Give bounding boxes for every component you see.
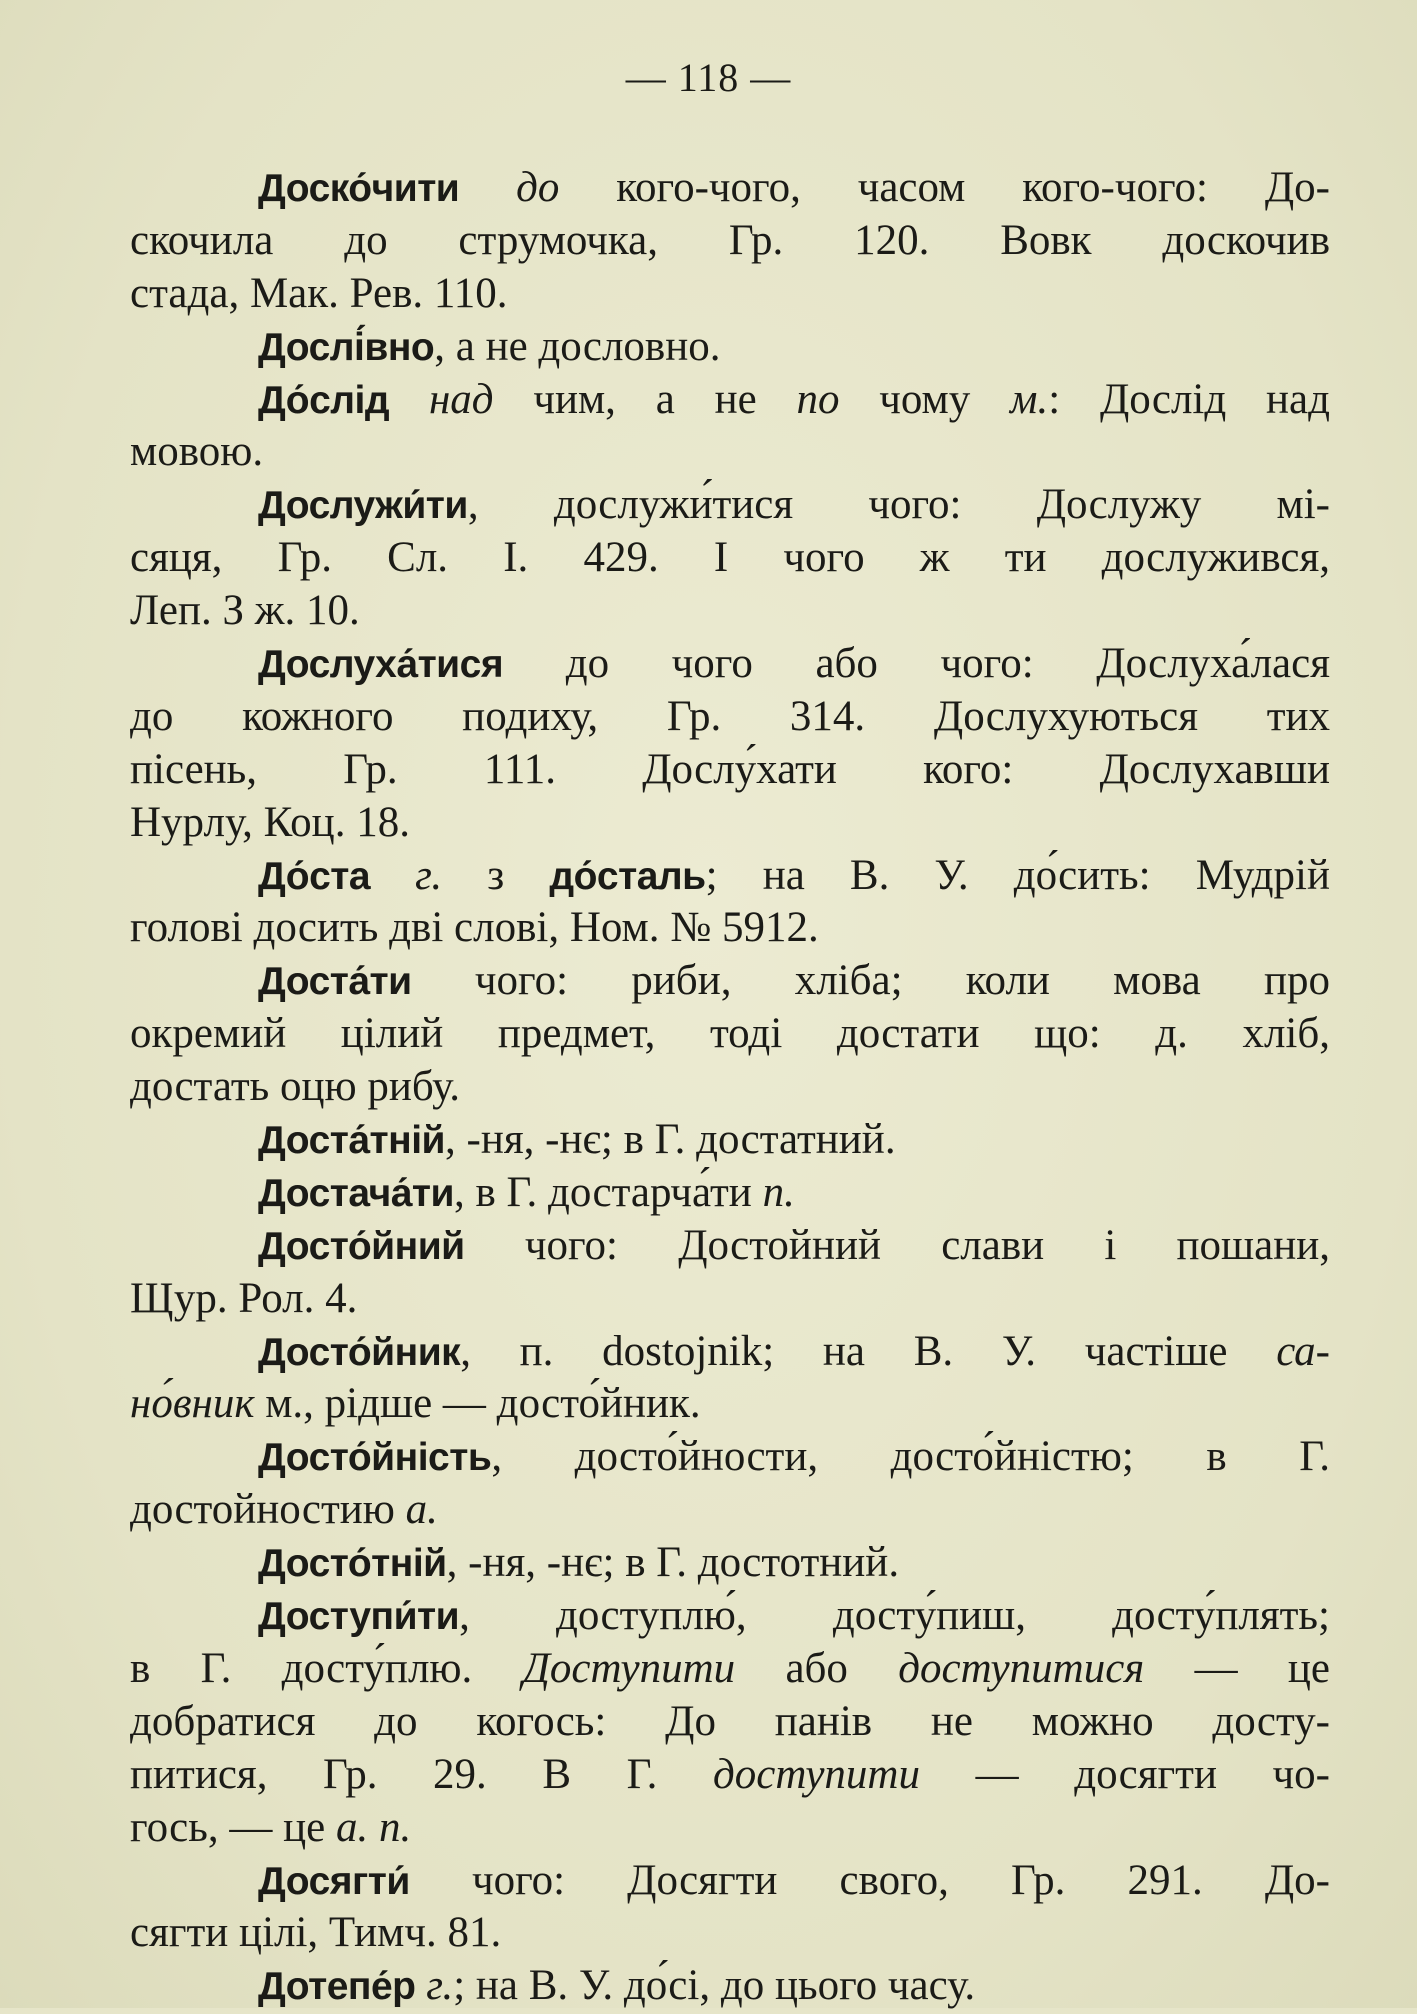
text-run: кого-чого, часом кого-чого: До-	[559, 164, 1331, 211]
text-run: до чого або чого: Дослуха́лася	[503, 640, 1330, 688]
text-run: чому	[839, 375, 1011, 423]
text-run: ; на В. У. до́сить: Мудрій	[705, 851, 1331, 899]
text-line	[130, 1696, 1330, 1749]
text-line	[130, 532, 1330, 585]
text-run: чого: риби, хліба; коли мова про	[411, 957, 1330, 1005]
text-line	[130, 374, 1330, 427]
italic-text: до	[516, 164, 560, 211]
headword: До́ста	[258, 854, 371, 898]
dictionary-column	[130, 162, 1330, 2013]
text-run	[370, 852, 415, 899]
text-line	[130, 1273, 1330, 1326]
text-run: скочила до струмочка, Гр. 120. Вовк доскочив	[130, 216, 1330, 264]
headword: Дотепе́р	[258, 1965, 416, 2009]
text-run: мовою.	[130, 428, 264, 476]
text-run: Щур. Рол. 4.	[130, 1274, 358, 1322]
text-run: або	[735, 1644, 899, 1692]
page-number: — 118 —	[625, 55, 792, 100]
text-line	[130, 426, 1330, 479]
text-run	[415, 1962, 426, 2009]
text-run: чого: Достойний слави і пошани,	[464, 1221, 1330, 1269]
text-line	[130, 955, 1330, 1008]
headword: Досто́йний	[258, 1224, 465, 1268]
text-run: ; на В. У. до́сі, до цього часу.	[453, 1962, 976, 2010]
text-run: , п. dostojnik; на В. У. частіше	[460, 1327, 1277, 1375]
italic-text: по	[796, 375, 840, 423]
italic-text: Доступити	[522, 1644, 736, 1692]
headword: Досто́йність	[258, 1436, 492, 1480]
headword: Достача́ти	[258, 1171, 454, 1215]
text-run: питися, Гр. 29. В Г.	[130, 1750, 714, 1798]
text-run: — досягти чо-	[920, 1750, 1330, 1798]
text-line	[130, 1802, 1330, 1855]
text-run: , досто́йности, досто́йністю; в Г.	[491, 1433, 1330, 1481]
text-line	[130, 1907, 1330, 1960]
text-run: голові досить дві слові, Ном. № 5912.	[130, 904, 819, 952]
text-line	[130, 1378, 1330, 1431]
headword: Доста́тній	[258, 1119, 446, 1163]
text-line	[130, 1643, 1330, 1696]
text-line	[130, 691, 1330, 744]
text-line	[130, 1008, 1330, 1061]
text-line	[130, 1484, 1330, 1537]
italic-text: доступити	[713, 1750, 920, 1798]
text-line	[130, 1590, 1330, 1643]
text-run: — це	[1144, 1644, 1330, 1692]
text-line	[130, 638, 1330, 691]
text-line	[130, 1431, 1330, 1484]
text-run	[459, 164, 516, 211]
headword: До́слід	[258, 378, 390, 422]
italic-text: м.	[1010, 375, 1049, 423]
text-run: з	[442, 851, 550, 899]
text-run: Нурлу, Коц. 18.	[130, 798, 410, 846]
text-run: Леп. З ж. 10.	[130, 587, 360, 635]
text-run: , в Г. достарча́ти	[453, 1168, 763, 1216]
text-line	[130, 902, 1330, 955]
headword: Досто́йник	[258, 1330, 461, 1374]
headword: Досто́тній	[258, 1542, 447, 1586]
text-line	[130, 1855, 1330, 1908]
italic-text: са-	[1276, 1327, 1330, 1375]
text-line	[130, 1167, 1330, 1220]
text-run: до кожного подиху, Гр. 314. Дослухуються тих	[130, 692, 1330, 740]
text-run: чим, а не	[493, 375, 797, 423]
italic-text: доступитися	[898, 1644, 1145, 1692]
text-run: окремий цілий предмет, тоді достати що: д. хліб,	[130, 1010, 1330, 1058]
text-run: достойностию	[130, 1486, 406, 1534]
headword: Досягти́	[258, 1859, 410, 1903]
italic-text: а.	[405, 1486, 438, 1534]
text-line	[130, 1326, 1330, 1379]
italic-text: а. п.	[335, 1803, 412, 1851]
text-run: : Дослід над	[1048, 375, 1331, 423]
headword: до́сталь	[549, 854, 706, 898]
text-run: в Г. досту́плю.	[130, 1644, 523, 1692]
text-line	[130, 1061, 1330, 1114]
text-run: , дослужи́тися чого: Дослужу мі-	[467, 481, 1330, 529]
text-line	[130, 215, 1330, 268]
text-run: гось, — це	[130, 1803, 336, 1851]
text-line	[130, 850, 1330, 903]
text-run: пісень, Гр. 111. Дослу́хати кого: Дослухавши	[130, 745, 1330, 793]
headword: Дослуха́тися	[258, 643, 504, 687]
text-run: м., рідше — досто́йник.	[254, 1380, 701, 1428]
text-run: , -ня, -нє; в Г. достотний.	[446, 1539, 900, 1587]
text-line	[130, 797, 1330, 850]
text-run: стада, Мак. Рев. 110.	[130, 269, 508, 317]
text-line	[130, 585, 1330, 638]
text-run: сяця, Гр. Сл. I. 429. I чого ж ти дослужився,	[130, 534, 1330, 582]
text-run: сягти цілі, Тимч. 81.	[130, 1909, 502, 1957]
text-line	[130, 321, 1330, 374]
text-run: , а не дословно.	[434, 322, 721, 370]
italic-text: но́вник	[130, 1380, 255, 1428]
italic-text: п.	[762, 1168, 795, 1216]
italic-text: г.	[426, 1962, 454, 2010]
headword: Доста́ти	[258, 960, 412, 1004]
text-line	[130, 1749, 1330, 1802]
text-run: чого: Досягти свого, Гр. 291. До-	[409, 1856, 1330, 1904]
italic-text: г.	[415, 851, 443, 899]
text-line	[130, 268, 1330, 321]
italic-text: над	[428, 375, 494, 423]
headword: Доско́чити	[258, 167, 460, 210]
text-line	[130, 1537, 1330, 1590]
text-run: , доступлю́, досту́пиш, досту́плять;	[459, 1592, 1330, 1640]
text-run: , -ня, -нє; в Г. достатний.	[445, 1116, 896, 1164]
text-line	[130, 744, 1330, 797]
headword: Дослі́вно	[258, 325, 435, 369]
text-line	[130, 1114, 1330, 1167]
headword: Доступи́ти	[258, 1595, 460, 1639]
text-run: добратися до когось: До панів не можно досту-	[130, 1697, 1330, 1745]
text-line	[130, 162, 1330, 215]
text-line	[130, 1960, 1330, 2013]
headword: Дослужи́ти	[258, 484, 468, 528]
text-run: достать оцю рибу.	[130, 1063, 461, 1111]
text-line	[130, 1220, 1330, 1273]
text-run	[389, 376, 429, 423]
text-line	[130, 479, 1330, 532]
